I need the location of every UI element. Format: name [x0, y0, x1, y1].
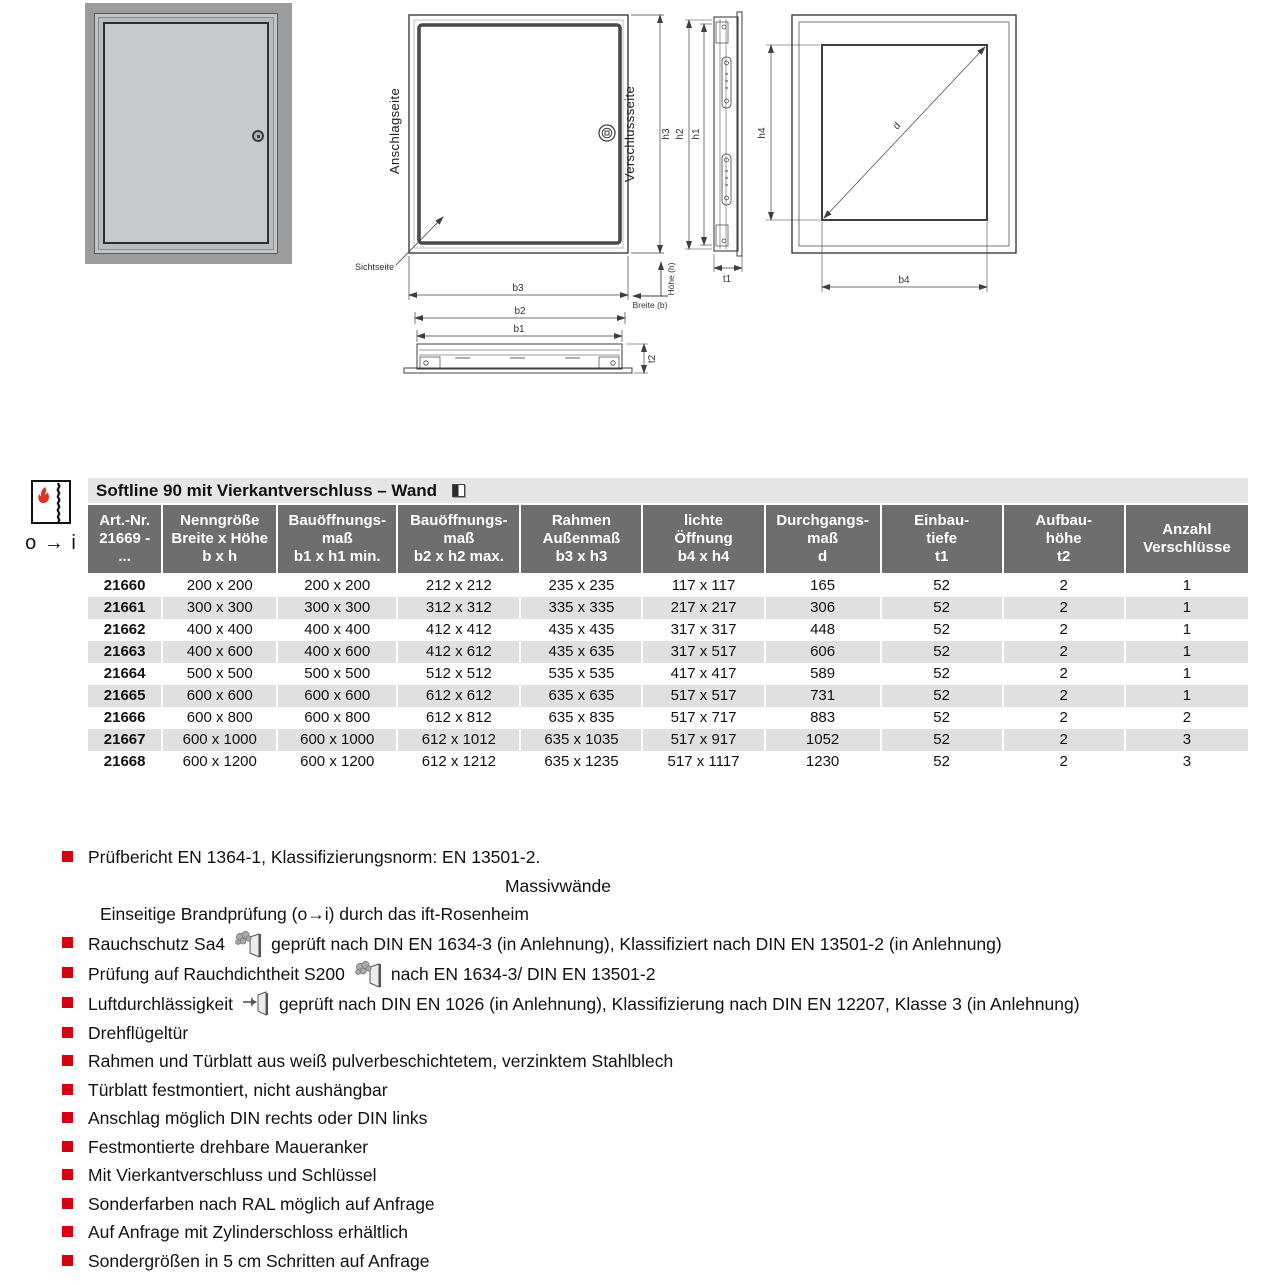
bullet-body	[88, 1104, 1242, 1133]
column-header-line: t2	[1057, 548, 1071, 565]
dim-h2: h2	[675, 128, 686, 140]
value-cell: 217 x 217	[641, 597, 763, 619]
table-header-row	[88, 505, 1248, 575]
bullet-marker-icon	[62, 937, 73, 948]
column-header-line: ...	[118, 548, 131, 565]
table-row-21664	[88, 663, 1248, 685]
dim-t1: t1	[722, 274, 732, 285]
value-cell: 500 x 500	[276, 663, 396, 685]
bullet-text: Prüfung auf Rauchdichtheit S200	[88, 963, 345, 984]
value-cell: 165	[764, 575, 880, 597]
bullet-text-line	[88, 959, 1242, 989]
value-cell: 2	[1002, 685, 1124, 707]
bullet-text: nach EN 1634-3/ DIN EN 13501-2	[390, 963, 656, 984]
dim-t2: t2	[647, 354, 658, 364]
column-header-10	[1124, 505, 1248, 575]
value-cell: 535 x 535	[519, 663, 641, 685]
bullet-text: geprüft nach DIN EN 1634-3 (in Anlehnung), Klassifiziert nach DIN EN 13501-2 (in Anlehnung)	[271, 933, 1002, 954]
dim-b3: b3	[512, 283, 524, 294]
value-cell: 731	[764, 685, 880, 707]
bullet-marker-icon	[62, 1226, 73, 1237]
side-profile-view	[685, 12, 742, 272]
bullet-text: Luftdurchlässigkeit	[88, 993, 233, 1014]
art-nr-cell: 21666	[103, 709, 146, 726]
column-header-line: Öffnung	[674, 530, 733, 547]
value-cell: 589	[764, 663, 880, 685]
bullet-marker-icon	[62, 851, 73, 862]
value-cell: 2	[1002, 663, 1124, 685]
table-row-21668	[88, 751, 1248, 773]
value-cell: 412 x 412	[396, 619, 519, 641]
art-nr-cell: 21664	[103, 665, 146, 682]
value-cell: 1230	[764, 751, 880, 773]
value-cell: 635 x 835	[519, 707, 641, 729]
value-cell: 400 x 400	[161, 619, 276, 641]
column-header-line: maß	[807, 530, 838, 547]
value-cell: 883	[764, 707, 880, 729]
value-cell: 400 x 600	[276, 641, 396, 663]
column-header-5	[519, 505, 641, 575]
bullet-item	[62, 1190, 1242, 1219]
value-cell: 417 x 417	[641, 663, 763, 685]
table-row-21665	[88, 685, 1248, 707]
value-cell: 52	[880, 619, 1002, 641]
bullet-body	[88, 1133, 1242, 1162]
bullet-text: Rauchschutz Sa4	[88, 933, 226, 954]
value-cell: 600 x 1000	[276, 729, 396, 751]
bullet-body	[88, 989, 1242, 1019]
bullet-marker-icon	[62, 1198, 73, 1209]
column-header-3	[276, 505, 396, 575]
value-cell: 612 x 812	[396, 707, 519, 729]
bullet-subline: Massivwände	[504, 875, 612, 896]
bullet-body	[88, 1076, 1242, 1105]
value-cell: 2	[1002, 707, 1124, 729]
column-header-line: t1	[934, 548, 949, 565]
bullet-item	[62, 1019, 1242, 1048]
dim-h3: h3	[661, 128, 672, 140]
column-header-line: Bauöffnungs-	[410, 512, 508, 529]
column-header-1	[88, 505, 161, 575]
value-cell: 612 x 1012	[396, 729, 519, 751]
wall-icon	[452, 484, 465, 497]
value-cell: 2	[1002, 619, 1124, 641]
value-cell: 635 x 1235	[519, 751, 641, 773]
dim-h1: h1	[691, 128, 702, 140]
table-row-21661	[88, 597, 1248, 619]
bullet-body	[88, 1247, 1242, 1276]
value-cell: 517 x 1117	[641, 751, 763, 773]
bullet-marker-icon	[62, 1169, 73, 1180]
value-cell: 606	[764, 641, 880, 663]
value-cell: 600 x 1200	[161, 751, 276, 773]
column-header-line: Anzahl	[1162, 521, 1212, 538]
value-cell: 600 x 600	[276, 685, 396, 707]
value-cell: 52	[880, 707, 1002, 729]
value-cell: 600 x 600	[161, 685, 276, 707]
value-cell: 300 x 300	[276, 597, 396, 619]
label-sichtseite: Sichtseite	[354, 262, 394, 272]
dim-b2: b2	[514, 306, 526, 317]
value-cell: 52	[880, 751, 1002, 773]
bullet-text-line	[88, 929, 1242, 959]
column-header-9	[1002, 505, 1124, 575]
table-row-21663	[88, 641, 1248, 663]
art-nr-cell: 21667	[88, 729, 161, 751]
dim-h4: h4	[757, 127, 768, 139]
column-header-4	[396, 505, 519, 575]
value-cell: 52	[880, 575, 1002, 597]
fire-wall-icon	[31, 480, 71, 524]
dimensions-table	[88, 505, 1248, 773]
table-row-21666	[88, 707, 1248, 729]
front-view-outline	[396, 15, 628, 265]
value-cell: 1	[1124, 619, 1248, 641]
value-cell: 2	[1002, 597, 1124, 619]
label-hoehe: Höhe (h)	[666, 262, 676, 296]
bullet-marker-icon	[62, 967, 73, 978]
value-cell: 2	[1002, 751, 1124, 773]
bullet-text-line: Türblatt festmontiert, nicht aushängbar	[88, 1079, 388, 1100]
label-anschlagseite: Anschlagseite	[387, 87, 402, 175]
smoke-door-icon	[353, 959, 383, 989]
value-cell: 517 x 717	[641, 707, 763, 729]
bullet-body	[88, 959, 1242, 989]
column-header-2	[161, 505, 276, 575]
fire-rating-label: o → i	[25, 532, 77, 554]
column-header-line: b1 x h1 min.	[293, 548, 381, 565]
column-header-line: Nenngröße	[180, 512, 260, 529]
bullet-body	[88, 1161, 1242, 1190]
column-header-line: Rahmen	[551, 512, 612, 529]
dim-b4: b4	[898, 275, 910, 286]
table-title: Softline 90 mit Vierkantverschluss – Wand	[96, 481, 438, 500]
value-cell: 600 x 1000	[161, 729, 276, 751]
value-cell: 635 x 635	[519, 685, 641, 707]
bullet-body	[88, 1218, 1242, 1247]
bullet-text-line: Sonderfarben nach RAL möglich auf Anfrage	[88, 1193, 435, 1214]
column-header-8	[880, 505, 1002, 575]
column-header-line: maß	[443, 530, 475, 547]
value-cell: 635 x 1035	[519, 729, 641, 751]
column-header-6	[641, 505, 763, 575]
art-nr-cell: 21668	[103, 753, 146, 770]
value-cell: 600 x 1200	[276, 751, 396, 773]
bullet-item	[62, 1047, 1242, 1076]
bullet-text-line: Prüfbericht EN 1364-1, Klassifizierungsnorm: EN 13501-2.	[88, 847, 541, 867]
value-cell: 400 x 600	[161, 641, 276, 663]
column-header-line: 21669 -	[99, 530, 151, 547]
value-cell: 300 x 300	[161, 597, 276, 619]
bullet-item	[62, 1133, 1242, 1162]
column-header-line: Verschlüsse	[1143, 539, 1231, 556]
value-cell: 117 x 117	[641, 575, 763, 597]
value-cell: 3	[1124, 729, 1248, 751]
bottom-section-view	[404, 344, 648, 373]
value-cell: 1	[1124, 575, 1248, 597]
column-header-line: Breite x Höhe	[171, 530, 269, 547]
value-cell: 335 x 335	[519, 597, 641, 619]
bullet-text-line: Mit Vierkantverschluss und Schlüssel	[88, 1165, 377, 1185]
art-nr-cell: 21663	[88, 641, 161, 663]
value-cell: 1	[1124, 663, 1248, 685]
bullet-marker-icon	[62, 1141, 73, 1152]
bullet-text-line: Sondergrößen in 5 cm Schritten auf Anfrage	[88, 1250, 430, 1271]
value-cell: 412 x 612	[396, 641, 519, 663]
value-cell: 1	[1124, 597, 1248, 619]
value-cell: 52	[880, 729, 1002, 751]
bullet-body	[88, 1047, 1242, 1076]
bullet-marker-icon	[62, 1027, 73, 1038]
bullet-body	[88, 1019, 1242, 1048]
dimension-drawings	[0, 0, 1264, 412]
bullet-text-line: Drehflügeltür	[88, 1022, 189, 1043]
art-nr-cell: 21660	[103, 577, 146, 594]
value-cell: 52	[880, 597, 1002, 619]
diagonal-dimension-arrow	[824, 47, 985, 218]
column-header-line: Durchgangs-	[776, 512, 869, 529]
value-cell: 612 x 1212	[396, 751, 519, 773]
bullet-item	[62, 959, 1242, 989]
value-cell: 2	[1002, 729, 1124, 751]
value-cell: 2	[1002, 641, 1124, 663]
bullet-text-line	[88, 989, 1242, 1019]
column-header-line: lichte	[683, 512, 724, 529]
bullet-item	[62, 843, 1242, 929]
value-cell: 435 x 435	[519, 619, 641, 641]
bullet-item	[62, 1104, 1242, 1133]
rear-view-outline	[766, 15, 1016, 292]
value-cell: 517 x 917	[641, 729, 763, 751]
value-cell: 600 x 800	[161, 707, 276, 729]
value-cell: 317 x 517	[641, 641, 763, 663]
bullet-item	[62, 989, 1242, 1019]
bullet-item	[62, 1161, 1242, 1190]
column-header-line: b4 x h4	[677, 548, 730, 565]
bullet-subline: Einseitige Brandprüfung (o→i) durch das ift-Rosenheim	[100, 904, 529, 924]
column-header-line: Aufbau-	[1035, 512, 1093, 529]
value-cell: 1	[1124, 641, 1248, 663]
value-cell: 435 x 635	[519, 641, 641, 663]
fire-rating-block	[20, 480, 82, 555]
column-header-line: maß	[321, 530, 353, 547]
value-cell: 235 x 235	[519, 575, 641, 597]
bullet-item	[62, 1218, 1242, 1247]
column-header-line: höhe	[1045, 530, 1082, 547]
column-header-line: b2 x h2 max.	[413, 548, 504, 565]
value-cell: 3	[1124, 751, 1248, 773]
art-nr-cell: 21661	[88, 597, 161, 619]
value-cell: 1052	[764, 729, 880, 751]
smoke-door-icon	[233, 929, 263, 959]
value-cell: 517 x 517	[641, 685, 763, 707]
bullet-body	[88, 1190, 1242, 1219]
value-cell: 317 x 317	[641, 619, 763, 641]
bullet-text-line: Auf Anfrage mit Zylinderschloss erhältlich	[88, 1222, 408, 1242]
lock-icon	[599, 125, 615, 141]
bullet-item	[62, 1076, 1242, 1105]
value-cell: 52	[880, 641, 1002, 663]
table-title-bar	[88, 478, 1248, 503]
value-cell: 2	[1002, 575, 1124, 597]
value-cell: 212 x 212	[396, 575, 519, 597]
value-cell: 312 x 312	[396, 597, 519, 619]
value-cell: 52	[880, 685, 1002, 707]
dim-b1: b1	[513, 324, 525, 335]
table-row-21662	[88, 619, 1248, 641]
value-cell: 400 x 400	[276, 619, 396, 641]
column-header-7	[764, 505, 880, 575]
column-header-line: b3 x h3	[555, 548, 608, 565]
bullet-text-line: Rahmen und Türblatt aus weiß pulverbeschichtetem, verzinktem Stahlblech	[88, 1051, 674, 1071]
label-breite: Breite (b)	[632, 300, 668, 310]
table-row-21660	[88, 575, 1248, 597]
bullet-text: geprüft nach DIN EN 1026 (in Anlehnung), Klassifizierung nach DIN EN 12207, Klasse 3 (in Anlehnung)	[278, 993, 1080, 1014]
column-header-line: Einbau-	[914, 512, 970, 529]
bullet-marker-icon	[62, 1255, 73, 1266]
value-cell: 306	[764, 597, 880, 619]
column-header-line: tiefe	[926, 530, 958, 547]
bullet-marker-icon	[62, 1055, 73, 1066]
dim-d: d	[891, 120, 904, 133]
value-cell: 600 x 800	[276, 707, 396, 729]
bullet-marker-icon	[62, 997, 73, 1008]
bullet-marker-icon	[62, 1084, 73, 1095]
value-cell: 448	[764, 619, 880, 641]
value-cell: 52	[880, 663, 1002, 685]
art-nr-cell: 21665	[88, 685, 161, 707]
bullet-body	[88, 843, 1242, 929]
bullet-text-line: Festmontierte drehbare Maueranker	[88, 1136, 369, 1157]
air-door-icon	[241, 989, 271, 1019]
label-verschlussseite: Verschlussseite	[622, 85, 637, 183]
art-nr-cell: 21662	[103, 621, 146, 638]
column-header-line: b x h	[202, 548, 238, 565]
column-header-line: d	[817, 548, 828, 565]
column-header-line: Außenmaß	[542, 530, 621, 547]
bullet-body	[88, 929, 1242, 959]
value-cell: 2	[1124, 707, 1248, 729]
value-cell: 200 x 200	[161, 575, 276, 597]
value-cell: 612 x 612	[396, 685, 519, 707]
bullet-text-line: Anschlag möglich DIN rechts oder DIN links	[88, 1108, 428, 1128]
value-cell: 1	[1124, 685, 1248, 707]
bullet-item	[62, 929, 1242, 959]
value-cell: 512 x 512	[396, 663, 519, 685]
column-header-line: Art.-Nr.	[99, 512, 151, 529]
technical-drawings	[0, 0, 1264, 412]
bullet-marker-icon	[62, 1112, 73, 1123]
column-header-line: Bauöffnungs-	[288, 512, 386, 529]
wall-line-icon	[58, 483, 60, 523]
table-row-21667	[88, 729, 1248, 751]
value-cell: 200 x 200	[276, 575, 396, 597]
value-cell: 500 x 500	[161, 663, 276, 685]
bullet-item	[62, 1247, 1242, 1276]
feature-list	[62, 843, 1242, 1275]
